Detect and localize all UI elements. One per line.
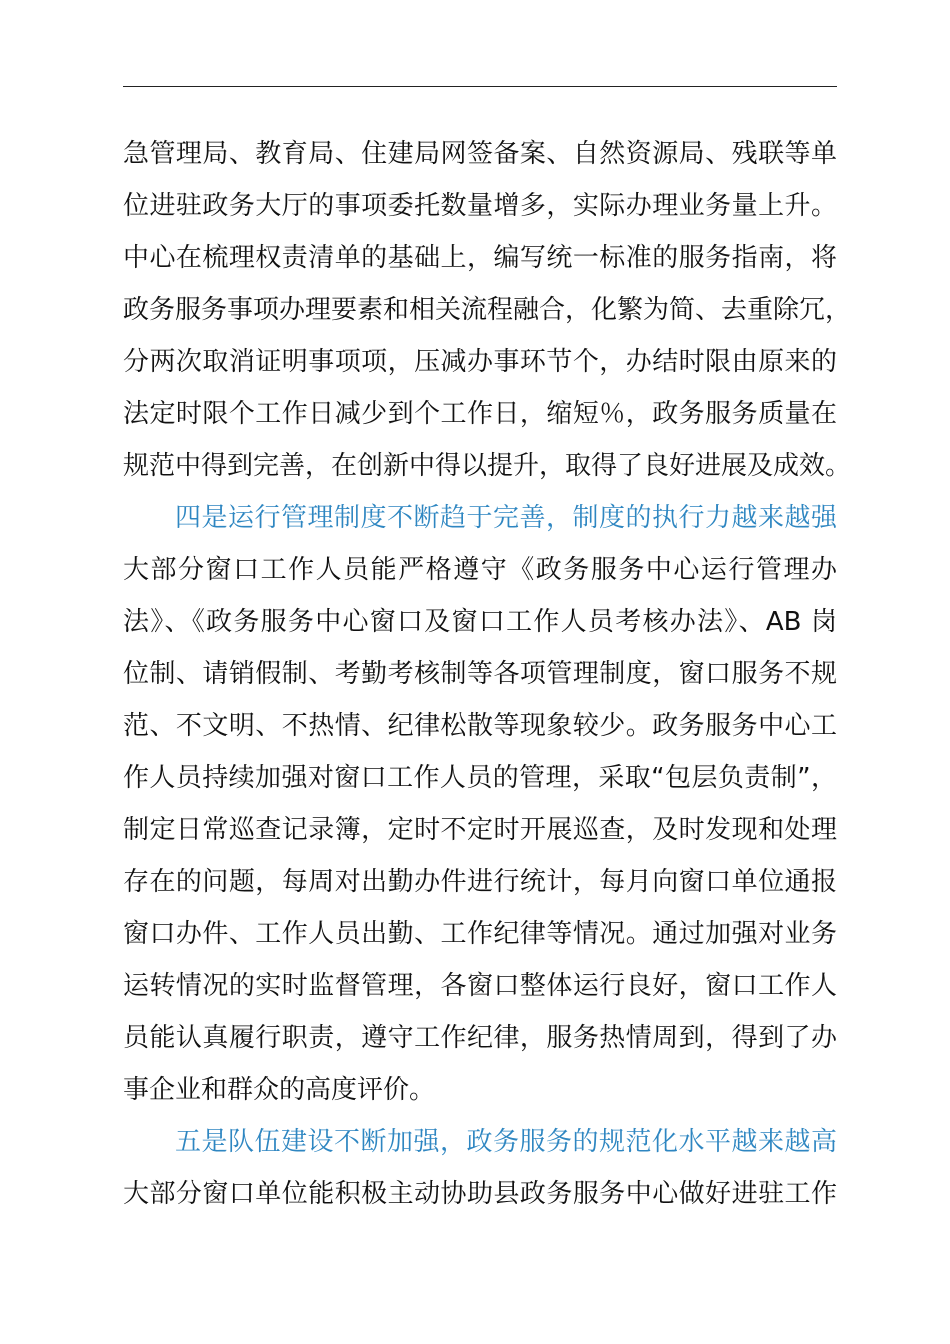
body-line-2: 位进驻政务大厅的事项委托数量增多，实际办理业务量上升。 bbox=[123, 191, 837, 221]
body-line-6: 法定时限个工作日减少到个工作日，缩短％，政务服务质量在 bbox=[123, 399, 837, 429]
body-line-15: 存在的问题，每周对出勤办件进行统计，每月向窗口单位通报 bbox=[123, 867, 837, 897]
body-line-5: 分两次取消证明事项项，压减办事环节个，办结时限由原来的 bbox=[123, 347, 837, 377]
body-line-11: 位制、请销假制、考勤考核制等各项管理制度，窗口服务不规 bbox=[123, 659, 837, 689]
body-line-3: 中心在梳理权责清单的基础上，编写统一标准的服务指南，将 bbox=[123, 243, 837, 273]
body-line-16: 窗口办件、工作人员出勤、工作纪律等情况。通过加强对业务 bbox=[123, 919, 837, 949]
header-rule bbox=[123, 86, 837, 87]
body-line-21: 大部分窗口单位能积极主动协助县政务服务中心做好进驻工作 bbox=[123, 1179, 837, 1209]
body-line-17: 运转情况的实时监督管理，各窗口整体运行良好，窗口工作人 bbox=[123, 971, 837, 1001]
body-line-9: 大部分窗口工作人员能严格遵守《政务服务中心运行管理办 bbox=[123, 555, 837, 585]
body-line-10: 法》、《政务服务中心窗口及窗口工作人员考核办法》、AB 岗 bbox=[123, 607, 837, 637]
body-line-19: 事企业和群众的高度评价。 bbox=[123, 1075, 436, 1105]
body-line-7: 规范中得到完善，在创新中得以提升，取得了良好进展及成效。 bbox=[123, 451, 852, 481]
body-line-14: 制定日常巡查记录簿，定时不定时开展巡查，及时发现和处理 bbox=[123, 815, 837, 845]
body-line-13: 作人员持续加强对窗口工作人员的管理，采取“包层负责制”， bbox=[123, 763, 837, 793]
body-line-1: 急管理局、教育局、住建局网签备案、自然资源局、残联等单 bbox=[123, 139, 837, 169]
section-heading-4: 四是运行管理制度不断趋于完善，制度的执行力越来越强 bbox=[175, 503, 837, 533]
body-line-12: 范、不文明、不热情、纪律松散等现象较少。政务服务中心工 bbox=[123, 711, 837, 741]
section-heading-5: 五是队伍建设不断加强，政务服务的规范化水平越来越高 bbox=[175, 1127, 837, 1157]
body-line-4: 政务服务事项办理要素和相关流程融合，化繁为简、去重除冗， bbox=[123, 295, 852, 325]
body-line-18: 员能认真履行职责，遵守工作纪律，服务热情周到，得到了办 bbox=[123, 1023, 837, 1053]
